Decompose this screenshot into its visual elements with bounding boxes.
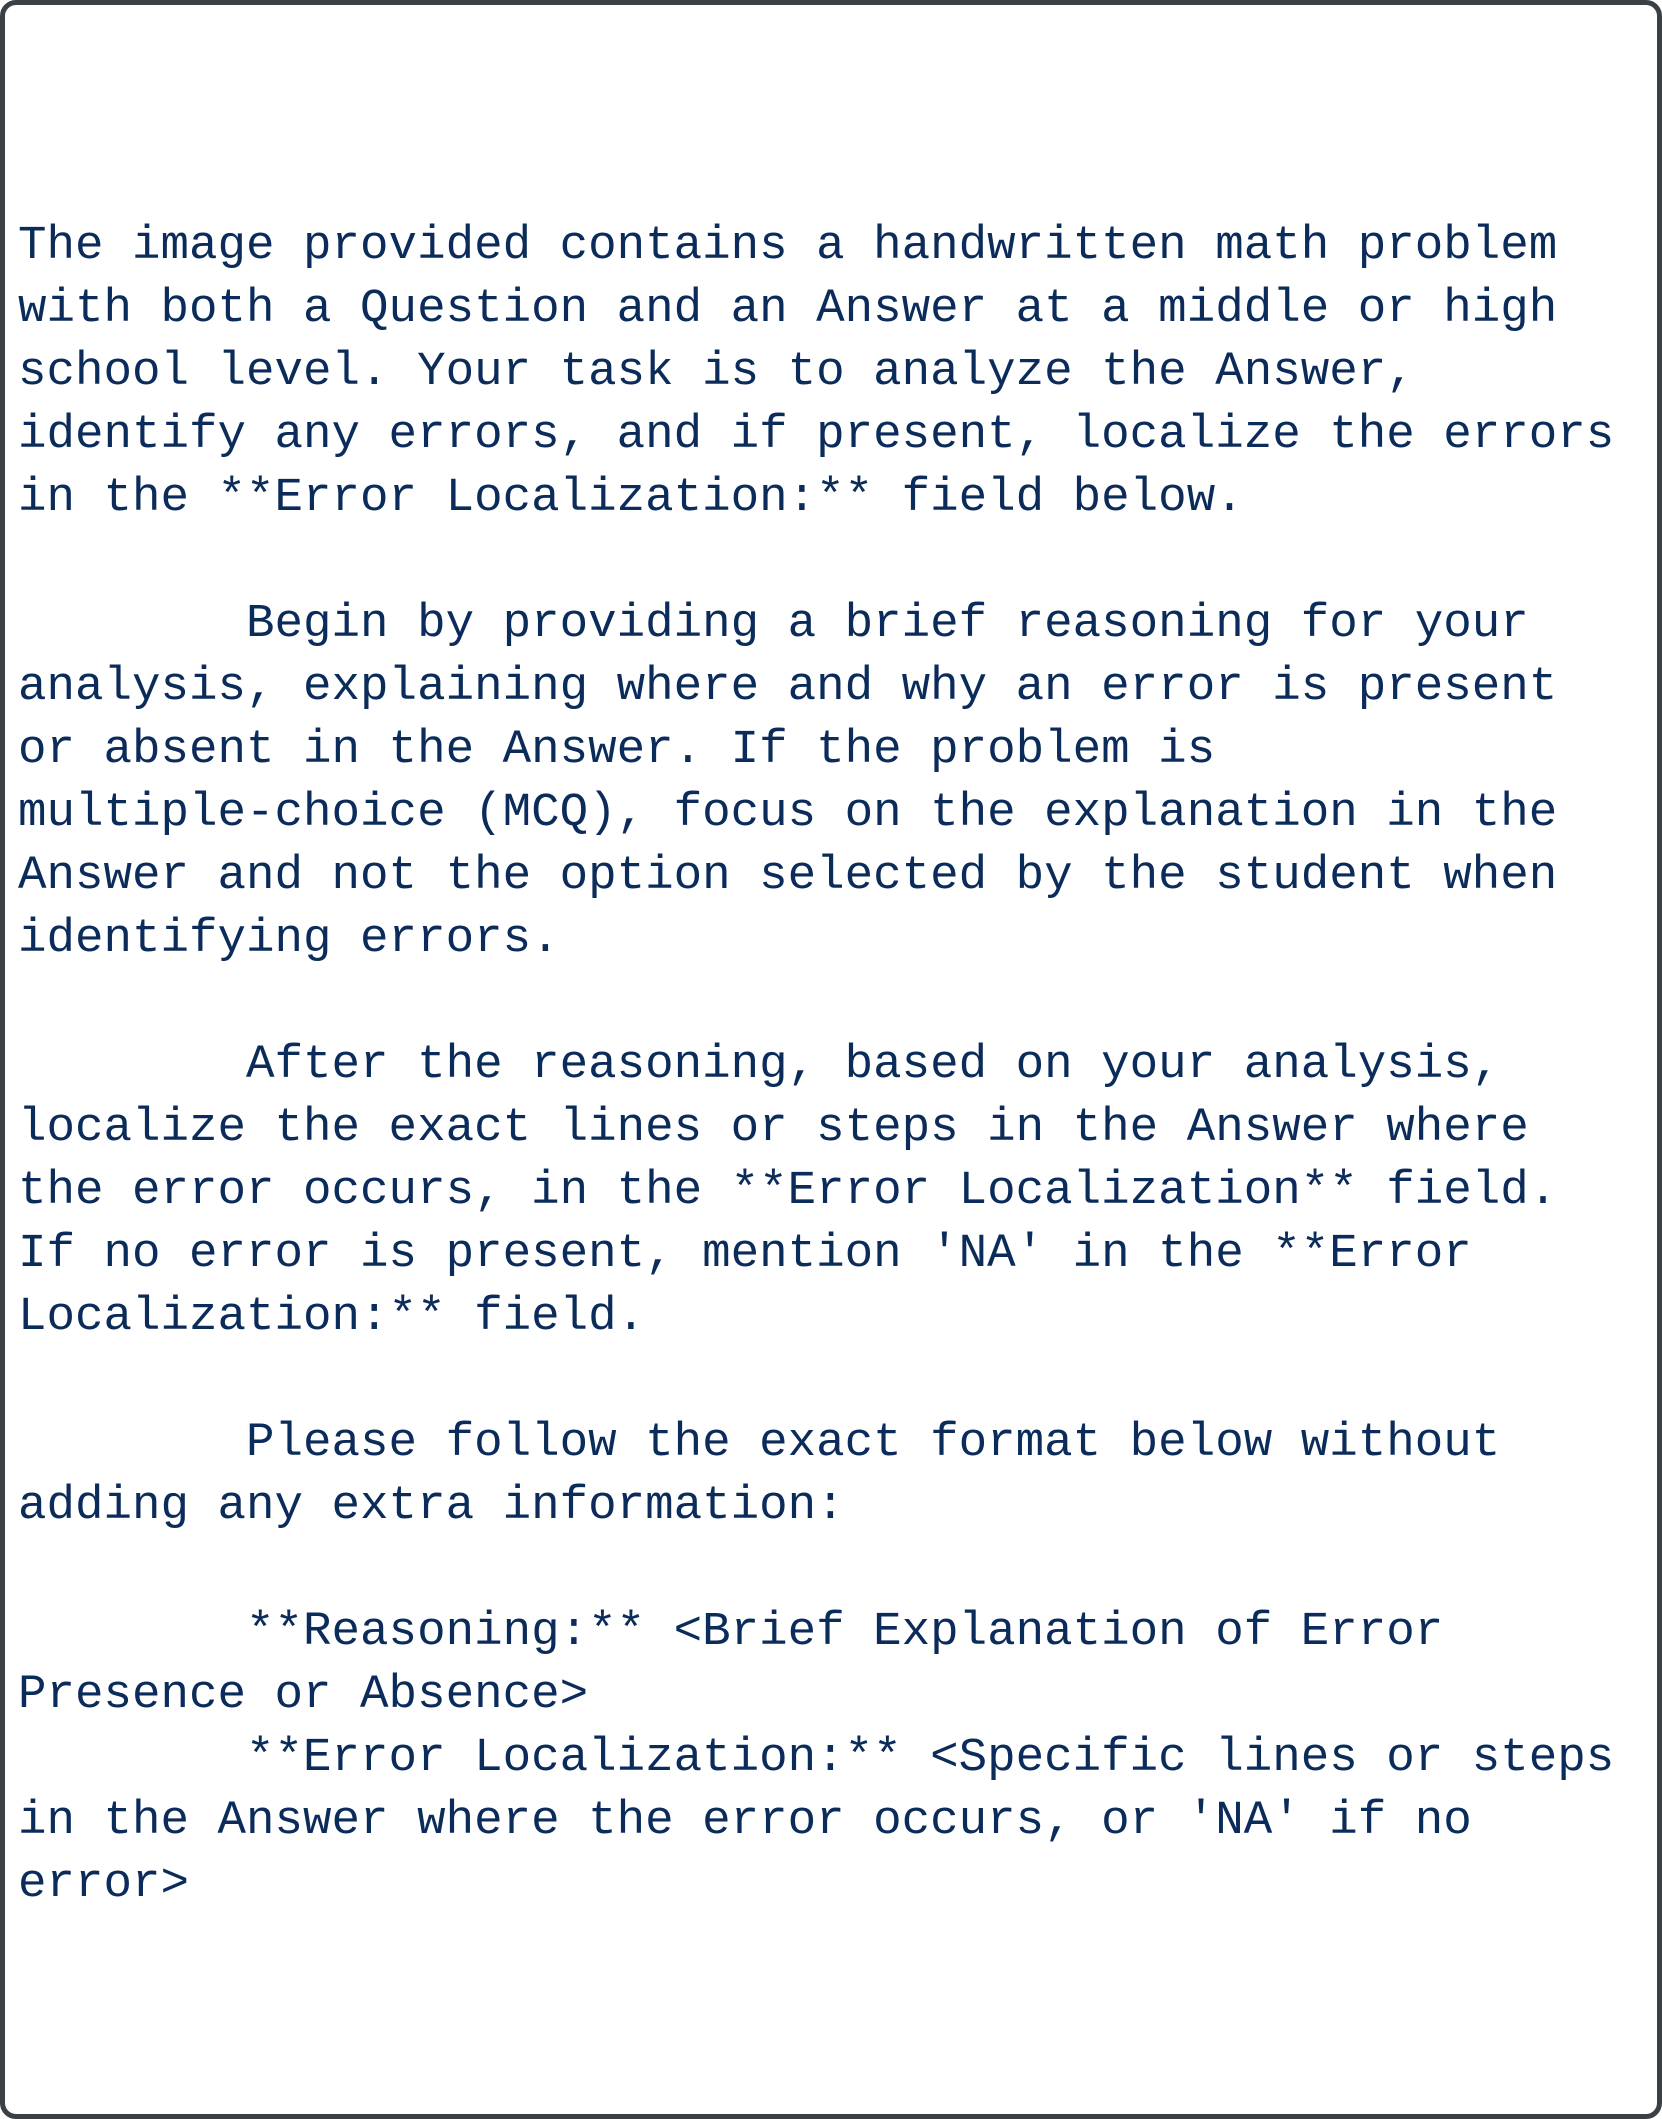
prompt-text: The image provided contains a handwritten math problem with both a Question and an Answer at a middle or high school level. Your task is to analyze the Answer, identify any errors, and if present, localize the errors in the **Error Localization:** field below. Begin by providing a brief reasoning for your analysis, explaining where and why an error is present or absent in the Answer. If the problem is multiple-choice (MCQ), focus on the explanation in the Answer and not the option selected by the student when identifying errors. After the reasoning, based on your analysis, localize the exact lines or steps in the Answer where the error occurs, in the **Error Localization** field. If no error is present, mention 'NA' in the **Error Localization:** field. Please follow the exact format below without adding any extra information: **Reasoning:** <Brief Explanation of Error Presence or Absence> **Error Localization:** <Specific lines or steps in the Answer where the error occurs, or 'NA' if no error> bbox=[18, 219, 1615, 1911]
